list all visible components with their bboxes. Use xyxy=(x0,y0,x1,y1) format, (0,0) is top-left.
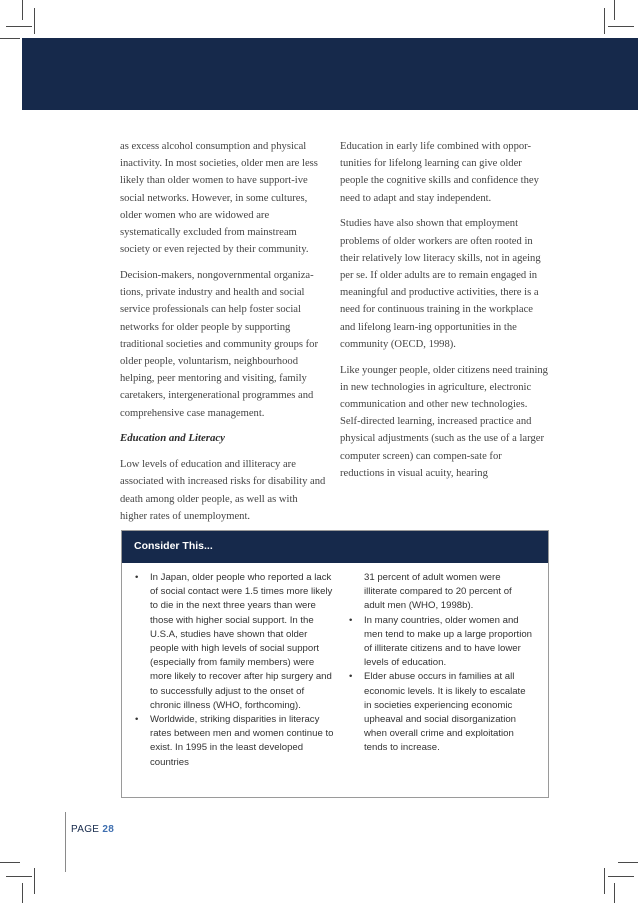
page-footer xyxy=(71,824,114,835)
section-subheading: Education and Literacy xyxy=(120,432,225,445)
consider-left-column xyxy=(128,571,336,770)
crop-mark xyxy=(604,8,605,34)
header-band xyxy=(22,38,638,110)
left-column xyxy=(120,138,326,534)
crop-mark xyxy=(614,0,615,20)
crop-mark xyxy=(618,862,638,863)
list-item: • Worldwide, striking disparities in literacy rates between men and women continue to exist. In 1995 in the least developed countries xyxy=(128,713,336,770)
list-item: • In Japan, older people who reported a lack of social contact were 1.5 times more likely to die in the next three years than were those with higher social support. In the U.S.A, studies have shown that older people with high levels of social support (especially from family members) were more likely to recover after hip surgery and to successfully adjust to the onset of chronic illness (WHO, forthcoming). xyxy=(128,571,336,713)
list-item: • In many countries, older women and men tend to make up a large proportion of illiterate citizens and to have lower levels of education. xyxy=(342,614,534,671)
consider-this-box xyxy=(121,530,549,798)
consider-right-column xyxy=(342,571,534,756)
footer-rule xyxy=(65,812,66,872)
list-item: • Elder abuse occurs in families at all economic levels. It is likely to escalate in societies experiencing economic upheaval and social disorganization when overall crime and exploitation tends to increase. xyxy=(342,670,534,755)
left-paragraph-1: as excess alcohol consumption and physical inactivity. In most societies, older men are less likely than older women to have support-ive social networks. However, in some cultures, older women who are widowed are systematically excluded from mainstream society or even rejected by their community. xyxy=(120,141,318,256)
crop-mark xyxy=(0,862,20,863)
right-column xyxy=(340,138,548,491)
list-item-continuation: 31 percent of adult women were illiterate compared to 20 percent of adult men (WHO, 1998b). xyxy=(364,572,512,612)
consider-this-header xyxy=(122,531,548,563)
crop-mark xyxy=(0,38,20,39)
crop-mark xyxy=(34,868,35,894)
page-number: 28 xyxy=(102,824,115,835)
crop-mark xyxy=(608,876,634,877)
left-paragraph-2: Decision-makers, nongovernmental organiza-tions, private industry and health and social service professionals can help foster social networks for older people by supporting traditional societies and community groups for older people, voluntarism, neighbourhood helping, peer mentoring and visiting, family caretakers, intergenerational programmes and comprehensive case management. xyxy=(120,270,319,419)
crop-mark xyxy=(6,26,32,27)
crop-mark xyxy=(22,883,23,903)
consider-this-title: Consider This... xyxy=(134,540,213,552)
crop-mark xyxy=(608,26,634,27)
right-paragraph-1: Education in early life combined with oppor-tunities for lifelong learning can give older people the cognitive skills and confidence they need to adapt and stay independent. xyxy=(340,141,539,204)
right-paragraph-3: Like younger people, older citizens need training in new technologies in agriculture, electronic communication and other new technologies. Self-directed learning, increased practice and physical adjustments (such as the use of a larger computer screen) can compen-sate for reductions in visual acuity, hearing xyxy=(340,364,548,479)
crop-mark xyxy=(614,883,615,903)
page-label: PAGE xyxy=(71,824,100,835)
left-paragraph-3: Low levels of education and illiteracy are associated with increased risks for disability and death among older people, as well as with higher rates of unemployment. xyxy=(120,459,326,522)
crop-mark xyxy=(6,876,32,877)
crop-mark xyxy=(34,8,35,34)
crop-mark xyxy=(22,0,23,20)
crop-mark xyxy=(604,868,605,894)
right-paragraph-2: Studies have also shown that employment problems of older workers are often rooted in their relatively low literacy skills, not in ageing per se. If older adults are to remain engaged in meaningful and productive activities, there is a need for continuous training in the workplace and lifelong learn-ing opportunities in the community (OECD, 1998). xyxy=(340,218,541,350)
